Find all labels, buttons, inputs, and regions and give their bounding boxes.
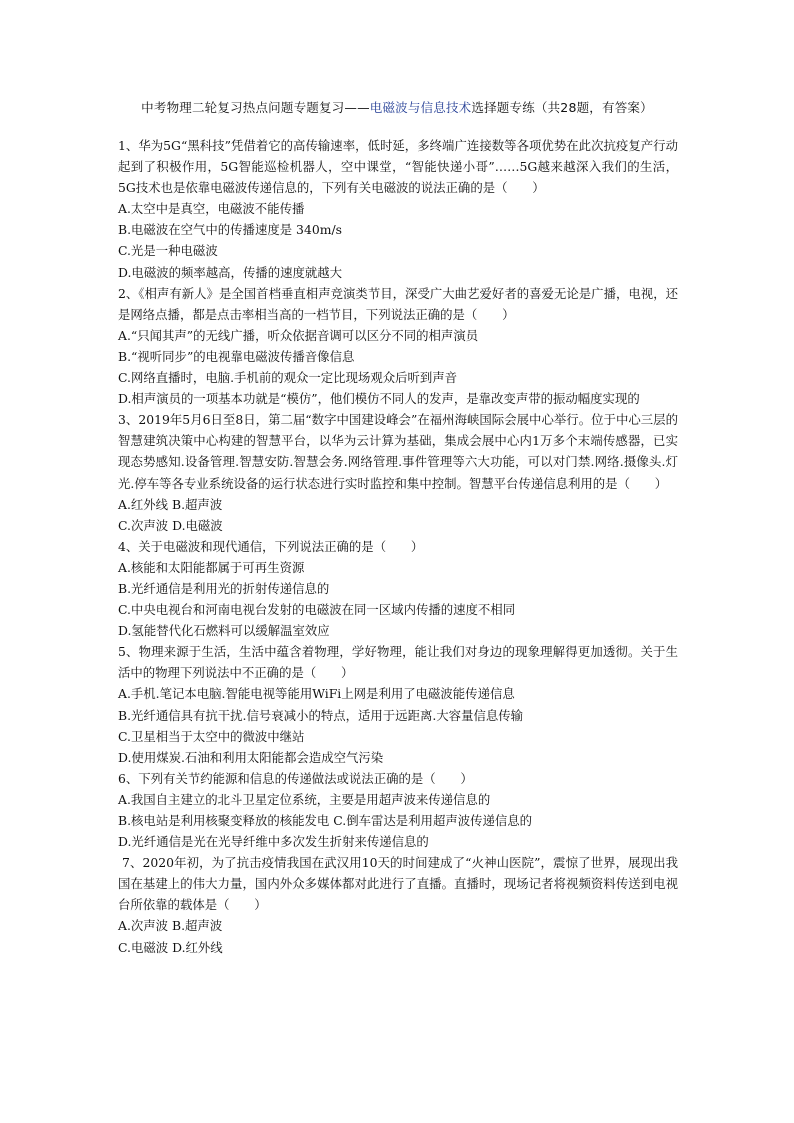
question-2-option-d: D.相声演员的一项基本功就是“模仿”，他们模仿不同人的发声，是靠改变声带的振动幅度实现的 <box>118 391 640 407</box>
question-1-option-a: A.太空中是真空，电磁波不能传播 <box>118 201 305 217</box>
question-list <box>118 135 678 958</box>
page-title <box>0 98 794 116</box>
question-4-option-d: D.氢能替代化石燃料可以缓解温室效应 <box>118 623 330 639</box>
question-5-stem: 5、物理来源于生活，生活中蕴含着物理，学好物理，能让我们对身边的现象理解得更加透彻。关于生活中的物理下列说法中不正确的是（ ） <box>118 644 678 681</box>
question-7-options-ab: A.次声波 B.超声波 <box>118 918 223 934</box>
question-4-option-a: A.核能和太阳能都属于可再生资源 <box>118 559 305 575</box>
question-7-stem: 7、2020年初，为了抗击疫情我国在武汉用10天的时间建成了“火神山医院”，震惊了世界，展现出我国在基建上的伟大力量，国内外众多媒体都对此进行了直播。直播时，现场记者将视频资料传送到电视台所依靠的载体是（ ） <box>118 855 678 913</box>
question-3-options-cd: C.次声波 D.电磁波 <box>118 517 223 533</box>
question-4-stem: 4、关于电磁波和现代通信，下列说法正确的是（ ） <box>118 538 424 554</box>
question-5-option-d: D.使用煤炭.石油和利用太阳能都会造成空气污染 <box>118 749 384 765</box>
question-3-stem: 3、2019年5月6日至8日，第二届“数字中国建设峰会”在福州海峡国际会展中心举行。位于中心三层的智慧建筑决策中心构建的智慧平台，以华为云计算为基础，集成会展中心内1万多个末端传感器，已实现态势感知.设备管理.智慧安防.智慧会务.网络管理.事件管理等六大功能，可以对门禁.网络.摄像头.灯光.停车等各专业系统设备的运行状态进行实时监控和集中控制。智慧平台传递信息利用的是（ ） <box>118 412 678 491</box>
title-highlight: 电磁波与信息技术 <box>369 100 472 115</box>
question-1-option-c: C.光是一种电磁波 <box>118 243 218 259</box>
question-1-option-b: B.电磁波在空气中的传播速度是 340m/s <box>118 222 342 238</box>
title-suffix: 选择题专练（共28题，有答案） <box>471 100 653 115</box>
question-6-option-d: D.光纤通信是光在光导纤维中多次发生折射来传递信息的 <box>118 834 429 850</box>
question-2-option-a: A.“只闻其声”的无线广播，听众依据音调可以区分不同的相声演员 <box>118 327 479 343</box>
question-6-stem: 6、下列有关节约能源和信息的传递做法或说法正确的是（ ） <box>118 770 473 786</box>
question-4-option-b: B.光纤通信是利用光的折射传递信息的 <box>118 580 330 596</box>
title-prefix: 中考物理二轮复习热点问题专题复习—— <box>141 100 370 115</box>
question-5-option-c: C.卫星相当于太空中的微波中继站 <box>118 728 305 744</box>
question-2-stem: 2、《相声有新人》是全国首档垂直相声竞演类节目，深受广大曲艺爱好者的喜爱无论是广播，电视，还是网络点播，都是点击率相当高的一档节目，下列说法正确的是（ ） <box>118 285 678 322</box>
question-2-option-c: C.网络直播时，电脑.手机前的观众一定比现场观众后听到声音 <box>118 370 458 386</box>
question-1-stem: 1、华为5G“黑科技”凭借着它的高传输速率，低时延，多终端广连接数等各项优势在此次抗疫复产行动起到了积极作用，5G智能巡检机器人，空中课堂，“智能快递小哥”……5G越来越深入我们的生活，5G技术也是依靠电磁波传递信息的，下列有关电磁波的说法正确的是（ ） <box>118 138 678 196</box>
question-1-option-d: D.电磁波的频率越高，传播的速度就越大 <box>118 264 343 280</box>
question-4-option-c: C.中央电视台和河南电视台发射的电磁波在同一区域内传播的速度不相同 <box>118 602 516 618</box>
question-6-options-bc: B.核电站是利用核聚变释放的核能发电 C.倒车雷达是利用超声波传递信息的 <box>118 813 533 828</box>
question-5-option-b: B.光纤通信具有抗干扰.信号衰减小的特点，适用于远距离.大容量信息传输 <box>118 707 524 723</box>
question-6-option-a: A.我国自主建立的北斗卫星定位系统，主要是用超声波来传递信息的 <box>118 791 491 807</box>
question-5-option-a: A.手机.笔记本电脑.智能电视等能用WiFi上网是利用了电磁波能传递信息 <box>118 686 515 702</box>
question-3-options-ab: A.红外线 B.超声波 <box>118 496 223 512</box>
question-2-option-b: B.“视听同步”的电视靠电磁波传播音像信息 <box>118 348 355 364</box>
question-7-options-cd: C.电磁波 D.红外线 <box>118 939 223 955</box>
